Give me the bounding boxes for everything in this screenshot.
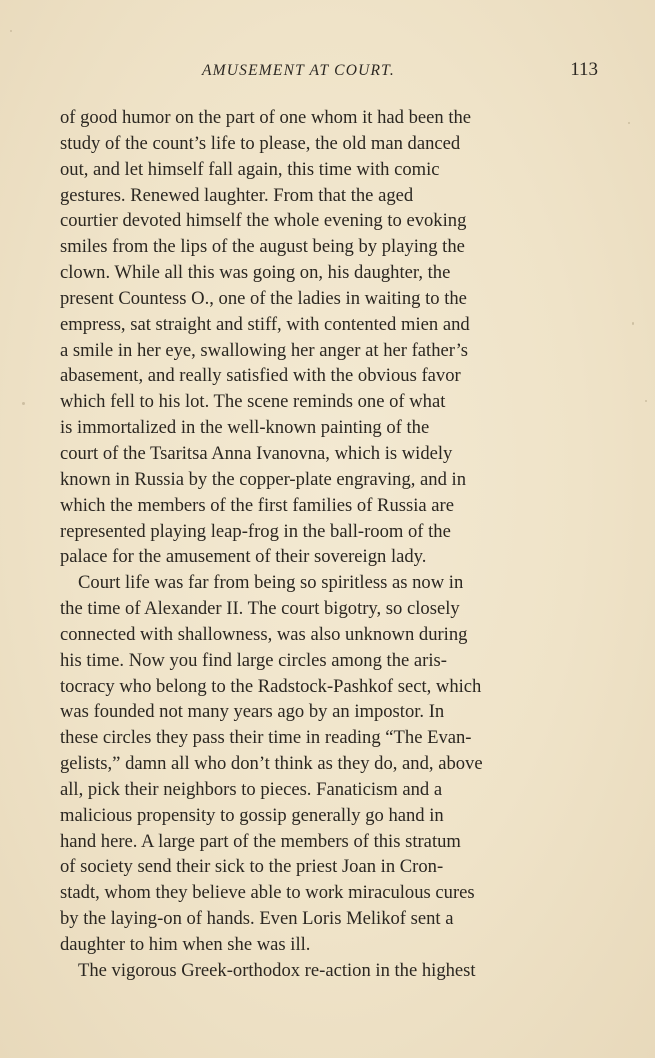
text-line: known in Russia by the copper-plate engraving, and in (60, 468, 467, 490)
text-line: smiles from the lips of the august being by playing the (60, 236, 465, 258)
text-line: malicious propensity to gossip generally go hand in (60, 804, 444, 826)
text-line: which the members of the first families of Russia are (60, 494, 454, 516)
text-line: of society send their sick to the priest Joan in Cron- (60, 856, 444, 878)
text-line: courtier devoted himself the whole evening to evoking (60, 210, 467, 232)
page-header (60, 58, 600, 84)
text-line: abasement, and really satisfied with the obvious favor (60, 365, 461, 387)
text-line: clown. While all this was going on, his daughter, the (60, 262, 451, 284)
body-text (60, 105, 593, 984)
paper-speck (628, 122, 630, 124)
text-line: represented playing leap-frog in the ball-room of the (60, 520, 451, 542)
text-line: by the laying-on of hands. Even Loris Melikof sent a (60, 908, 454, 930)
text-line: gestures. Renewed laughter. From that the aged (60, 184, 414, 206)
running-head: AMUSEMENT AT COURT. (202, 62, 395, 79)
text-line: Court life was far from being so spiritless as now in (78, 572, 464, 594)
text-line: tocracy who belong to the Radstock-Pashkof sect, which (60, 675, 482, 697)
paper-speck (632, 322, 634, 325)
text-line: of good humor on the part of one whom it had been the (60, 107, 472, 128)
text-line: hand here. A large part of the members of this stratum (60, 830, 461, 852)
text-line: gelists,” damn all who don’t think as they do, and, above (60, 753, 483, 775)
text-line: stadt, whom they believe able to work miraculous cures (60, 882, 475, 904)
text-line: out, and let himself fall again, this time with comic (60, 158, 440, 180)
text-line: study of the count’s life to please, the old man danced (60, 132, 461, 154)
text-line: daughter to him when she was ill. (60, 934, 311, 955)
paper-speck (645, 400, 647, 402)
paper-speck (22, 402, 25, 405)
text-line: a smile in her eye, swallowing her anger at her father’s (60, 339, 469, 361)
text-line: connected with shallowness, was also unknown during (60, 623, 468, 645)
text-line: these circles they pass their time in reading “The Evan- (60, 727, 472, 749)
text-line: court of the Tsaritsa Anna Ivanovna, which is widely (60, 442, 453, 464)
text-line: is immortalized in the well-known painting of the (60, 417, 430, 439)
text-line: all, pick their neighbors to pieces. Fanaticism and a (60, 778, 443, 800)
page-number: 113 (570, 59, 598, 80)
text-line: was founded not many years ago by an impostor. In (60, 701, 445, 723)
text-line: his time. Now you find large circles among the aris- (60, 649, 447, 671)
paper-speck (10, 30, 12, 32)
text-line: present Countess O., one of the ladies in waiting to the (60, 287, 467, 309)
text-line: the time of Alexander II. The court bigotry, so closely (60, 598, 460, 620)
text-line: empress, sat straight and stiff, with contented mien and (60, 313, 470, 335)
text-line: palace for the amusement of their sovereign lady. (60, 546, 427, 568)
text-line: which fell to his lot. The scene reminds one of what (60, 391, 446, 413)
text-line: The vigorous Greek-orthodox re-action in the highest (78, 959, 476, 981)
